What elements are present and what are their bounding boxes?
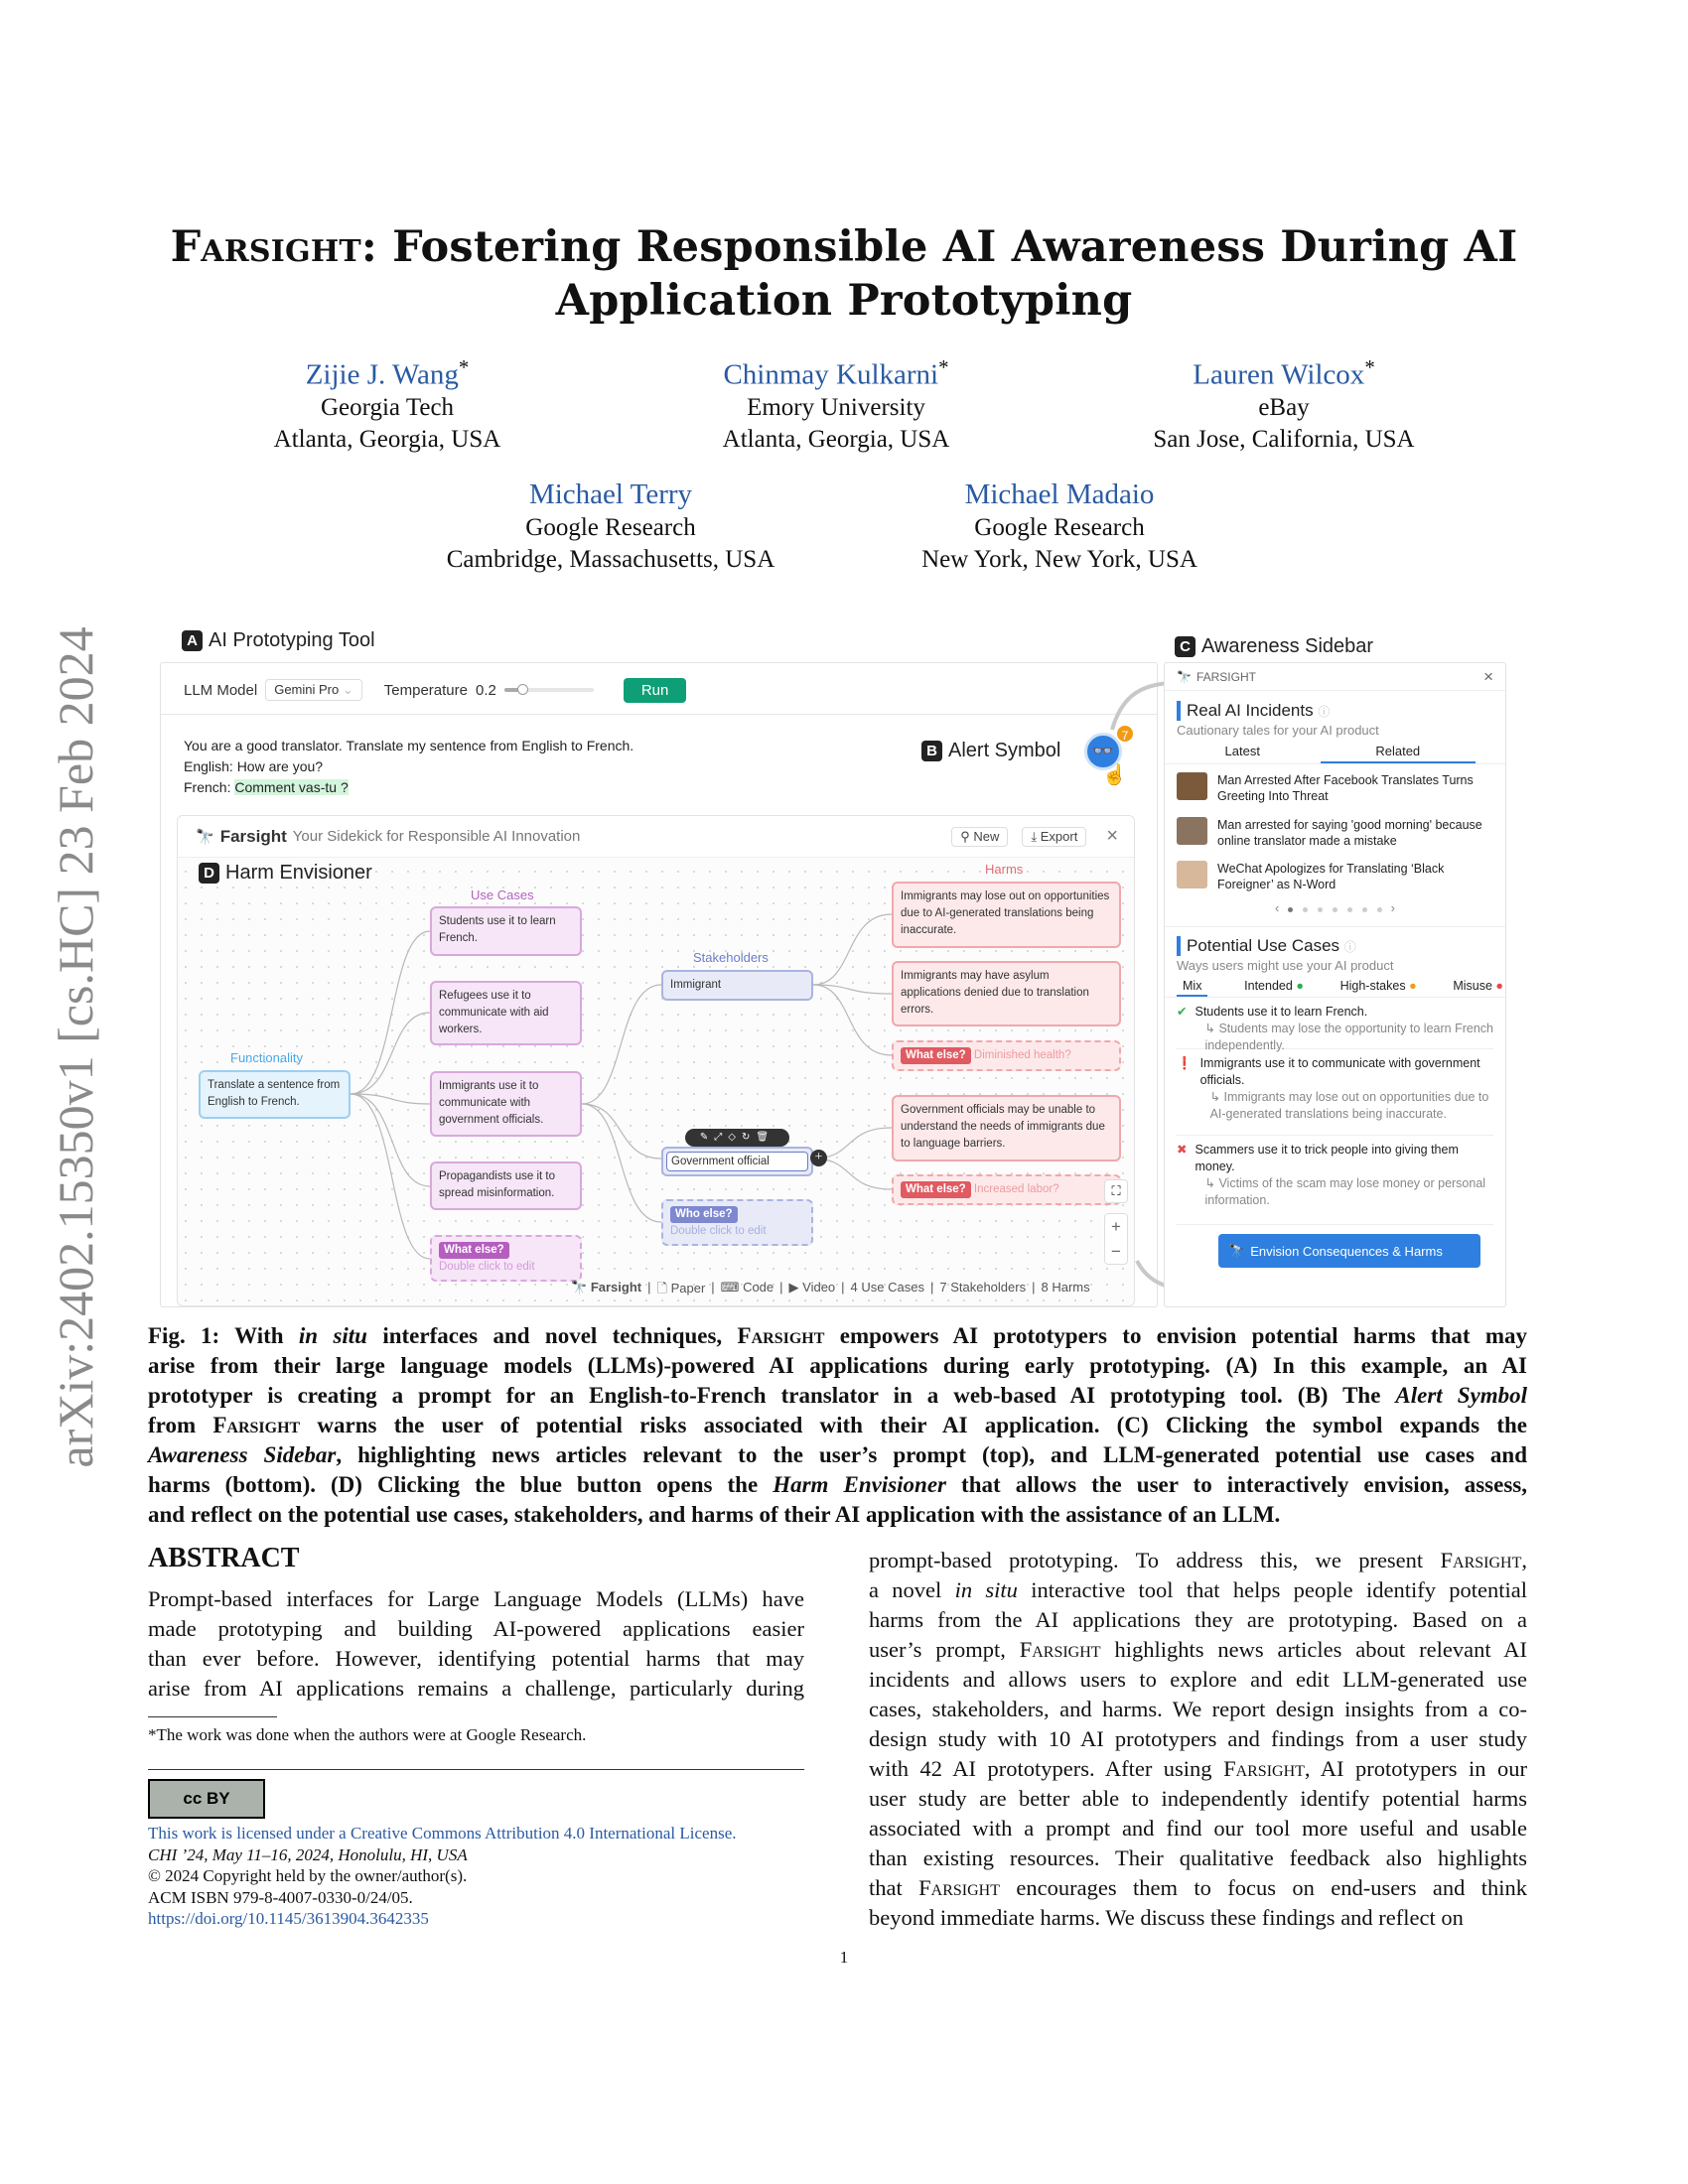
use-case-count: 4 Use Cases <box>850 1280 924 1295</box>
cc-by-license-logo[interactable]: cc BY <box>148 1779 265 1819</box>
text-segment: Farsight <box>1440 1548 1522 1572</box>
export-button[interactable]: ⤓ Export <box>1022 827 1086 847</box>
footnote: *The work was done when the authors were at Google Research. <box>148 1725 587 1744</box>
text-segment: encourages them to focus on end-users and think <box>1000 1875 1527 1900</box>
zoom-controls <box>1104 1213 1128 1265</box>
what-else-pill: What else? <box>439 1242 509 1259</box>
news-thumbnail <box>1177 817 1207 845</box>
text-segment: beyond immediate harms. We discuss these findings and reflect on <box>869 1905 1464 1930</box>
text-segment: , AI prototypers in our <box>1304 1756 1527 1781</box>
edge <box>813 914 892 985</box>
text-line <box>148 1381 1527 1411</box>
text-line <box>869 1605 1527 1635</box>
author-location: Atlanta, Georgia, USA <box>273 426 501 454</box>
text-segment: Application Prototyping <box>555 276 1133 326</box>
farsight-name: Farsight <box>219 826 287 846</box>
news-item[interactable] <box>1177 772 1493 817</box>
text-segment: and reflect on the potential use cases, stakeholders, and harms of their AI application with the assistance of an LLM. <box>148 1502 1281 1527</box>
incidents-title <box>1177 701 1493 721</box>
new-button[interactable]: ⚲ New <box>951 827 1008 847</box>
section-title: Potential Use Cases <box>1187 936 1340 955</box>
page-dot[interactable] <box>1347 907 1352 912</box>
news-thumbnail <box>1177 772 1207 800</box>
edge <box>351 931 430 1094</box>
tab-latest[interactable]: Latest <box>1224 744 1260 758</box>
temperature-label: Temperature <box>383 681 468 699</box>
footer-text: Farsight <box>590 1280 642 1295</box>
run-button[interactable]: Run <box>624 678 687 703</box>
use-case-list <box>1165 998 1505 1225</box>
help-icon[interactable]: ⓘ <box>1318 705 1331 719</box>
harm-node[interactable]: Government officials may be unable to understand the needs of immigrants due to language barriers. <box>892 1095 1121 1161</box>
tag-icon[interactable]: ◇ <box>728 1132 742 1143</box>
sidebar-brand: FARSIGHT <box>1196 669 1256 684</box>
text-segment: harms (bottom). (D) Clicking the blue button opens the <box>148 1472 774 1497</box>
edge <box>351 1094 430 1259</box>
text-line <box>869 1814 1527 1843</box>
author-affiliation: Emory University <box>747 394 925 422</box>
x-circle-icon: ✖ <box>1177 1143 1188 1157</box>
text-line <box>869 1843 1527 1873</box>
llm-model-label: LLM Model <box>184 681 258 699</box>
text-line <box>869 1695 1527 1724</box>
author-affiliation: Google Research <box>974 514 1145 541</box>
news-title: Man Arrested After Facebook Translates Turns Greeting Into Threat <box>1217 773 1474 803</box>
author-affiliation: Georgia Tech <box>320 394 455 422</box>
who-else-node[interactable] <box>661 1199 813 1246</box>
edge <box>351 1013 430 1094</box>
label-text: Harm Envisioner <box>225 862 372 884</box>
column-stakeholders-label: Stakeholders <box>693 950 769 965</box>
license-block <box>148 1823 737 1930</box>
text-segment: Farsight <box>170 222 361 272</box>
check-circle-icon: ● <box>1296 979 1304 993</box>
text-line <box>869 1784 1527 1814</box>
text-segment: than existing resources. Their qualitative feedback also highlights <box>869 1845 1527 1870</box>
page-dot[interactable] <box>1303 907 1308 912</box>
temperature-value: 0.2 <box>475 681 496 699</box>
close-icon[interactable]: × <box>1106 825 1118 847</box>
text-segment: made prototyping and building AI-powered applications easier <box>148 1616 804 1641</box>
text-segment: cases, stakeholders, and harms. We report design insights from a co- <box>869 1697 1527 1721</box>
prev-icon[interactable]: ‹ <box>1275 900 1280 915</box>
text-segment: Fig. 1: With <box>148 1323 299 1348</box>
harm-text-value: Immigrants may lose out on opportunities due to AI-generated translations being inaccurate. <box>1209 1090 1489 1121</box>
arxiv-stamp: arXiv:2402.15350v1 [cs.HC] 23 Feb 2024 <box>48 626 103 1468</box>
text-segment: Farsight <box>1223 1756 1305 1781</box>
text-segment: prompt-based prototyping. To address this, we present <box>869 1548 1441 1572</box>
author-affiliation: eBay <box>1258 394 1310 422</box>
figure-caption <box>148 1321 1527 1530</box>
text-segment: in situ <box>298 1323 367 1348</box>
stakeholder-node-editing[interactable] <box>661 1147 813 1176</box>
abstract-right-column <box>869 1546 1527 1933</box>
check-circle-icon: ✔ <box>1177 1005 1188 1019</box>
text-segment: associated with a prompt and find our tool more useful and usable <box>869 1816 1527 1841</box>
harm-node[interactable]: Immigrants may lose out on opportunities due to AI-generated translations being inaccurate. <box>892 882 1121 948</box>
what-else-use-case-node[interactable] <box>430 1235 582 1282</box>
placeholder-text: Double click to edit <box>439 1261 535 1273</box>
use-case-node[interactable]: Immigrants use it to communicate with government officials. <box>430 1071 582 1137</box>
cursor-hand-icon: ☝ <box>1102 764 1127 786</box>
tab-label: Misuse <box>1453 979 1492 993</box>
tab-mix[interactable]: Mix <box>1177 979 1207 997</box>
delete-icon[interactable]: 🗑 <box>756 1132 775 1143</box>
copyright: © 2024 Copyright held by the owner/author(s). <box>148 1866 468 1885</box>
use-case-tabs <box>1165 979 1505 998</box>
tab-high-stakes[interactable] <box>1340 979 1417 997</box>
chevron-down-icon: ⌄ <box>342 682 353 697</box>
placeholder-text: Double click to edit <box>670 1225 767 1237</box>
badge-b: B <box>921 741 942 761</box>
harm-text: ↳ Immigrants may lose out on opportunities due to AI-generated translations being inaccurate. <box>1209 1090 1489 1121</box>
expand-icon[interactable]: ⤢ <box>714 1132 729 1143</box>
page-dot[interactable] <box>1333 907 1337 912</box>
text-segment: interactive tool that helps people identify potential <box>1017 1577 1527 1602</box>
text-segment: in situ <box>954 1577 1018 1602</box>
footer-text: Code <box>743 1280 774 1295</box>
label-text: AI Prototyping Tool <box>209 629 375 651</box>
use-cases-title <box>1177 936 1493 956</box>
edge <box>813 985 892 994</box>
text-line <box>148 1411 1527 1440</box>
zoom-in-button[interactable]: + <box>1111 1217 1121 1236</box>
text-segment: interfaces and novel techniques, <box>366 1323 738 1348</box>
node-toolbar[interactable] <box>685 1129 789 1147</box>
close-icon[interactable]: × <box>1483 666 1493 686</box>
author-name[interactable]: Lauren Wilcox <box>1193 358 1365 391</box>
farsight-tagline: Your Sidekick for Responsible AI Innovation <box>292 828 581 845</box>
incidents-section <box>1165 691 1505 738</box>
author-location: Atlanta, Georgia, USA <box>722 426 950 454</box>
binoculars-icon: 🔭 <box>196 828 214 846</box>
text-segment: Prompt-based interfaces for Large Language Models (LLMs) have <box>148 1586 804 1611</box>
tab-intended[interactable] <box>1244 979 1304 997</box>
page-dot[interactable] <box>1288 907 1293 912</box>
news-list <box>1165 764 1505 916</box>
text-segment: , highlighting news articles relevant to the user’s prompt (top), and LLM-generated potential use cases and <box>336 1442 1527 1467</box>
text-line <box>869 1724 1527 1754</box>
footer-text: Video <box>802 1280 836 1295</box>
next-icon[interactable]: › <box>1390 900 1395 915</box>
incident-tabs <box>1165 744 1505 764</box>
what-else-pill: What else? <box>901 1047 971 1064</box>
page-dot[interactable] <box>1318 907 1323 912</box>
text-segment: arise from AI applications remains a challenge, particularly during <box>148 1676 804 1701</box>
envision-harms-button[interactable] <box>1218 1234 1480 1268</box>
llm-output: Comment vas-tu ? <box>234 779 349 795</box>
text-segment: incidents and allows users to explore and edit LLM-generated use <box>869 1667 1527 1692</box>
suggestion-text: Increased labor? <box>973 1183 1059 1195</box>
text-segment: , <box>1521 1548 1527 1572</box>
abstract-left-column <box>148 1584 804 1704</box>
text-segment: user’s prompt, <box>869 1637 1020 1662</box>
stakeholder-count: 7 Stakeholders <box>939 1280 1027 1295</box>
harm-text-value: Students may lose the opportunity to learn French independently. <box>1204 1022 1493 1052</box>
harm-suggestion-node[interactable] <box>892 1040 1121 1071</box>
functionality-node[interactable]: Translate a sentence from English to French. <box>199 1070 351 1119</box>
news-title: Man arrested for saying 'good morning' because online translator made a mistake <box>1217 818 1482 848</box>
footer-paper-link[interactable]: 🗋 Paper <box>656 1281 706 1296</box>
section-title: Real AI Incidents <box>1187 701 1314 720</box>
use-case-item[interactable] <box>1177 998 1493 1052</box>
news-thumbnail <box>1177 861 1207 888</box>
author-name[interactable]: Michael Madaio <box>964 478 1155 510</box>
what-else-pill: What else? <box>901 1181 971 1198</box>
button-label: Envision Consequences & Harms <box>1250 1243 1443 1259</box>
author-location: Cambridge, Massachusetts, USA <box>446 546 775 573</box>
text-segment: highlights news articles about relevant AI <box>1100 1637 1527 1662</box>
help-icon[interactable]: ⓘ <box>1343 940 1356 954</box>
text-segment: Farsight <box>212 1413 301 1437</box>
text-line <box>869 1635 1527 1665</box>
author-name[interactable]: Zijie J. Wang <box>305 358 459 391</box>
author-location: New York, New York, USA <box>921 546 1197 573</box>
text-line <box>869 1903 1527 1933</box>
venue: CHI ’24, May 11–16, 2024, Honolulu, HI, USA <box>148 1844 468 1864</box>
column-use-cases-label: Use Cases <box>471 887 534 902</box>
text-segment: Alert Symbol <box>1395 1383 1527 1408</box>
use-cases-section <box>1165 926 1505 973</box>
badge-c: C <box>1175 636 1196 657</box>
text-line <box>869 1873 1527 1903</box>
text-segment: Awareness Sidebar <box>148 1442 337 1467</box>
text-line <box>869 1575 1527 1605</box>
envisioner-footer: 🔭 Farsight | 🗋 Paper | ⌨ Code | ▶ Video | 4 Use Cases | 7 Stakeholders | 8 Harms <box>571 1280 1090 1301</box>
text-line <box>148 1584 804 1614</box>
binoculars-icon: 👓 <box>1092 742 1114 760</box>
use-case-item[interactable] <box>1177 1049 1493 1136</box>
text-segment: harms from the AI applications they are prototyping. Based on a <box>869 1607 1527 1632</box>
awareness-sidebar <box>1164 662 1506 1307</box>
text-segment: with 42 AI prototypers. After using <box>869 1756 1224 1781</box>
use-case-text: Scammers use it to trick people into giving them money. <box>1195 1143 1459 1173</box>
prompt-line: French: <box>184 779 231 795</box>
export-label: Export <box>1040 828 1078 844</box>
text-segment: warns the user of potential risks associated with their AI application. (C) Clicking the symbol expands the <box>300 1413 1527 1437</box>
text-segment: empowers AI prototypers to envision potential harms that may <box>824 1323 1527 1348</box>
tab-label: Intended <box>1244 979 1293 993</box>
edge <box>582 1104 661 1222</box>
text-line <box>148 1321 1527 1351</box>
footer-code-link[interactable]: ⌨ Code <box>720 1280 774 1295</box>
footer-video-link[interactable]: ▶ Video <box>788 1280 836 1295</box>
binoculars-icon: 🔭 <box>1228 1243 1245 1258</box>
suggestion-text: Diminished health? <box>973 1049 1071 1061</box>
refresh-icon[interactable]: ↻ <box>742 1132 757 1143</box>
tab-misuse[interactable] <box>1453 979 1503 997</box>
harm-node[interactable]: Immigrants may have asylum applications denied due to translation errors. <box>892 961 1121 1026</box>
text-segment: Harm Envisioner <box>773 1472 947 1497</box>
edge <box>813 985 892 1055</box>
text-segment: prototyper is creating a prompt for an English-to-French translator in a web-based AI prototyping tool. (B) The <box>148 1383 1396 1408</box>
page-number: 1 <box>839 1948 849 1967</box>
news-item[interactable] <box>1177 817 1493 861</box>
news-title: WeChat Apologizes for Translating ‘Black Foreigner’ as N-Word <box>1217 862 1445 891</box>
text-line <box>148 1644 804 1674</box>
alert-count-badge: 7 <box>1115 724 1135 744</box>
text-segment: Farsight <box>737 1323 825 1348</box>
badge-d: D <box>199 863 219 884</box>
new-label: New <box>973 828 1000 844</box>
text-segment: user study are better able to independently identify potential harms <box>869 1786 1527 1811</box>
text-segment: Farsight <box>1019 1637 1101 1662</box>
add-icon[interactable]: + <box>810 1150 827 1166</box>
edge <box>582 985 661 1104</box>
doi-link[interactable]: https://doi.org/10.1145/3613904.3642335 <box>148 1909 429 1928</box>
prompt-line: You are a good translator. Translate my sentence from English to French. <box>184 738 634 753</box>
text-line <box>869 1754 1527 1784</box>
text-line <box>869 1546 1527 1575</box>
author-location: San Jose, California, USA <box>1153 426 1415 454</box>
author-affiliation: Google Research <box>525 514 696 541</box>
stakeholder-node[interactable]: Immigrant <box>661 970 813 1001</box>
alert-circle-icon: ❗ <box>1177 1056 1193 1070</box>
sidebar-header <box>1165 663 1505 691</box>
license-rule <box>148 1769 804 1770</box>
harm-text: ↳ Students may lose the opportunity to learn French independently. <box>1204 1022 1493 1052</box>
page-dot[interactable] <box>1377 907 1382 912</box>
text-segment: than ever before. However, identifying potential harms that may <box>148 1646 804 1671</box>
badge-a: A <box>182 630 203 651</box>
text-segment: from <box>148 1413 213 1437</box>
news-pagination <box>1177 900 1493 916</box>
edit-icon[interactable]: ✎ <box>699 1132 715 1143</box>
footer-farsight-link[interactable]: 🔭 Farsight <box>571 1280 642 1295</box>
text-segment: that <box>869 1875 919 1900</box>
author-name[interactable]: Chinmay Kulkarni <box>723 358 939 391</box>
fit-view-icon[interactable]: ⛶ <box>1104 1179 1128 1203</box>
section-subtitle: Cautionary tales for your AI product <box>1177 723 1379 738</box>
text-line <box>148 1470 1527 1500</box>
binoculars-icon: 🔭 <box>1177 669 1192 684</box>
column-harms-label: Harms <box>985 862 1024 877</box>
harm-count: 8 Harms <box>1041 1280 1090 1295</box>
footnote-rule <box>148 1716 277 1717</box>
harm-suggestion-node[interactable] <box>892 1174 1121 1205</box>
tab-related[interactable]: Related <box>1321 744 1477 763</box>
author-mark: * <box>938 355 949 379</box>
use-case-text: Students use it to learn French. <box>1195 1005 1368 1019</box>
use-case-node[interactable]: Students use it to learn French. <box>430 906 582 956</box>
use-case-node[interactable]: Refugees use it to communicate with aid workers. <box>430 981 582 1045</box>
figure-label-c <box>1175 635 1373 658</box>
author-name[interactable]: Michael Terry <box>528 478 693 510</box>
use-case-item[interactable] <box>1177 1136 1493 1225</box>
footer-text: Paper <box>670 1281 706 1296</box>
x-circle-icon: ● <box>1495 979 1503 993</box>
harm-text-value: Victims of the scam may lose money or personal information. <box>1204 1176 1486 1207</box>
label-text: Alert Symbol <box>948 740 1061 761</box>
text-segment: a novel <box>869 1577 955 1602</box>
license-link[interactable]: This work is licensed under a Creative Commons Attribution 4.0 International License. <box>148 1824 737 1843</box>
zoom-out-button[interactable]: − <box>1111 1242 1121 1261</box>
tab-label: High-stakes <box>1339 979 1406 993</box>
column-functionality-label: Functionality <box>230 1050 303 1065</box>
model-value: Gemini Pro <box>274 682 340 697</box>
text-segment: arise from their large language models (LLMs)-powered AI applications during early prototyping. (A) In this example, an AI <box>148 1353 1527 1378</box>
text-segment: design study with 10 AI prototypers and findings from a user study <box>869 1726 1527 1751</box>
harm-text: ↳ Victims of the scam may lose money or personal information. <box>1204 1176 1486 1207</box>
text-segment: that allows the user to interactively envision, assess, <box>946 1472 1527 1497</box>
text-line <box>869 1665 1527 1695</box>
page-dot[interactable] <box>1362 907 1367 912</box>
edge <box>582 1104 661 1159</box>
text-line <box>148 1500 1527 1530</box>
stakeholder-input[interactable]: Government official <box>666 1152 808 1171</box>
text-line <box>148 1440 1527 1470</box>
prompt-line: English: How are you? <box>184 758 324 774</box>
section-subtitle: Ways users might use your AI product <box>1177 958 1394 973</box>
edge <box>351 1094 430 1186</box>
abstract-heading: ABSTRACT <box>148 1543 300 1573</box>
use-case-text: Immigrants use it to communicate with government officials. <box>1199 1056 1480 1087</box>
text-line <box>148 1351 1527 1381</box>
news-item[interactable] <box>1177 861 1493 900</box>
author-mark: * <box>458 355 470 379</box>
alert-circle-icon: ● <box>1409 979 1417 993</box>
who-else-pill: Who else? <box>670 1206 738 1223</box>
text-line <box>148 1674 804 1704</box>
label-text: Awareness Sidebar <box>1201 635 1374 657</box>
author-mark: * <box>1364 355 1375 379</box>
text-segment: : Fostering Responsible AI Awareness During AI <box>360 222 1518 272</box>
isbn: ACM ISBN 979-8-4007-0330-0/24/05. <box>148 1887 413 1907</box>
text-line <box>148 1614 804 1644</box>
text-segment: Farsight <box>918 1875 1000 1900</box>
use-case-node[interactable]: Propagandists use it to spread misinformation. <box>430 1161 582 1210</box>
